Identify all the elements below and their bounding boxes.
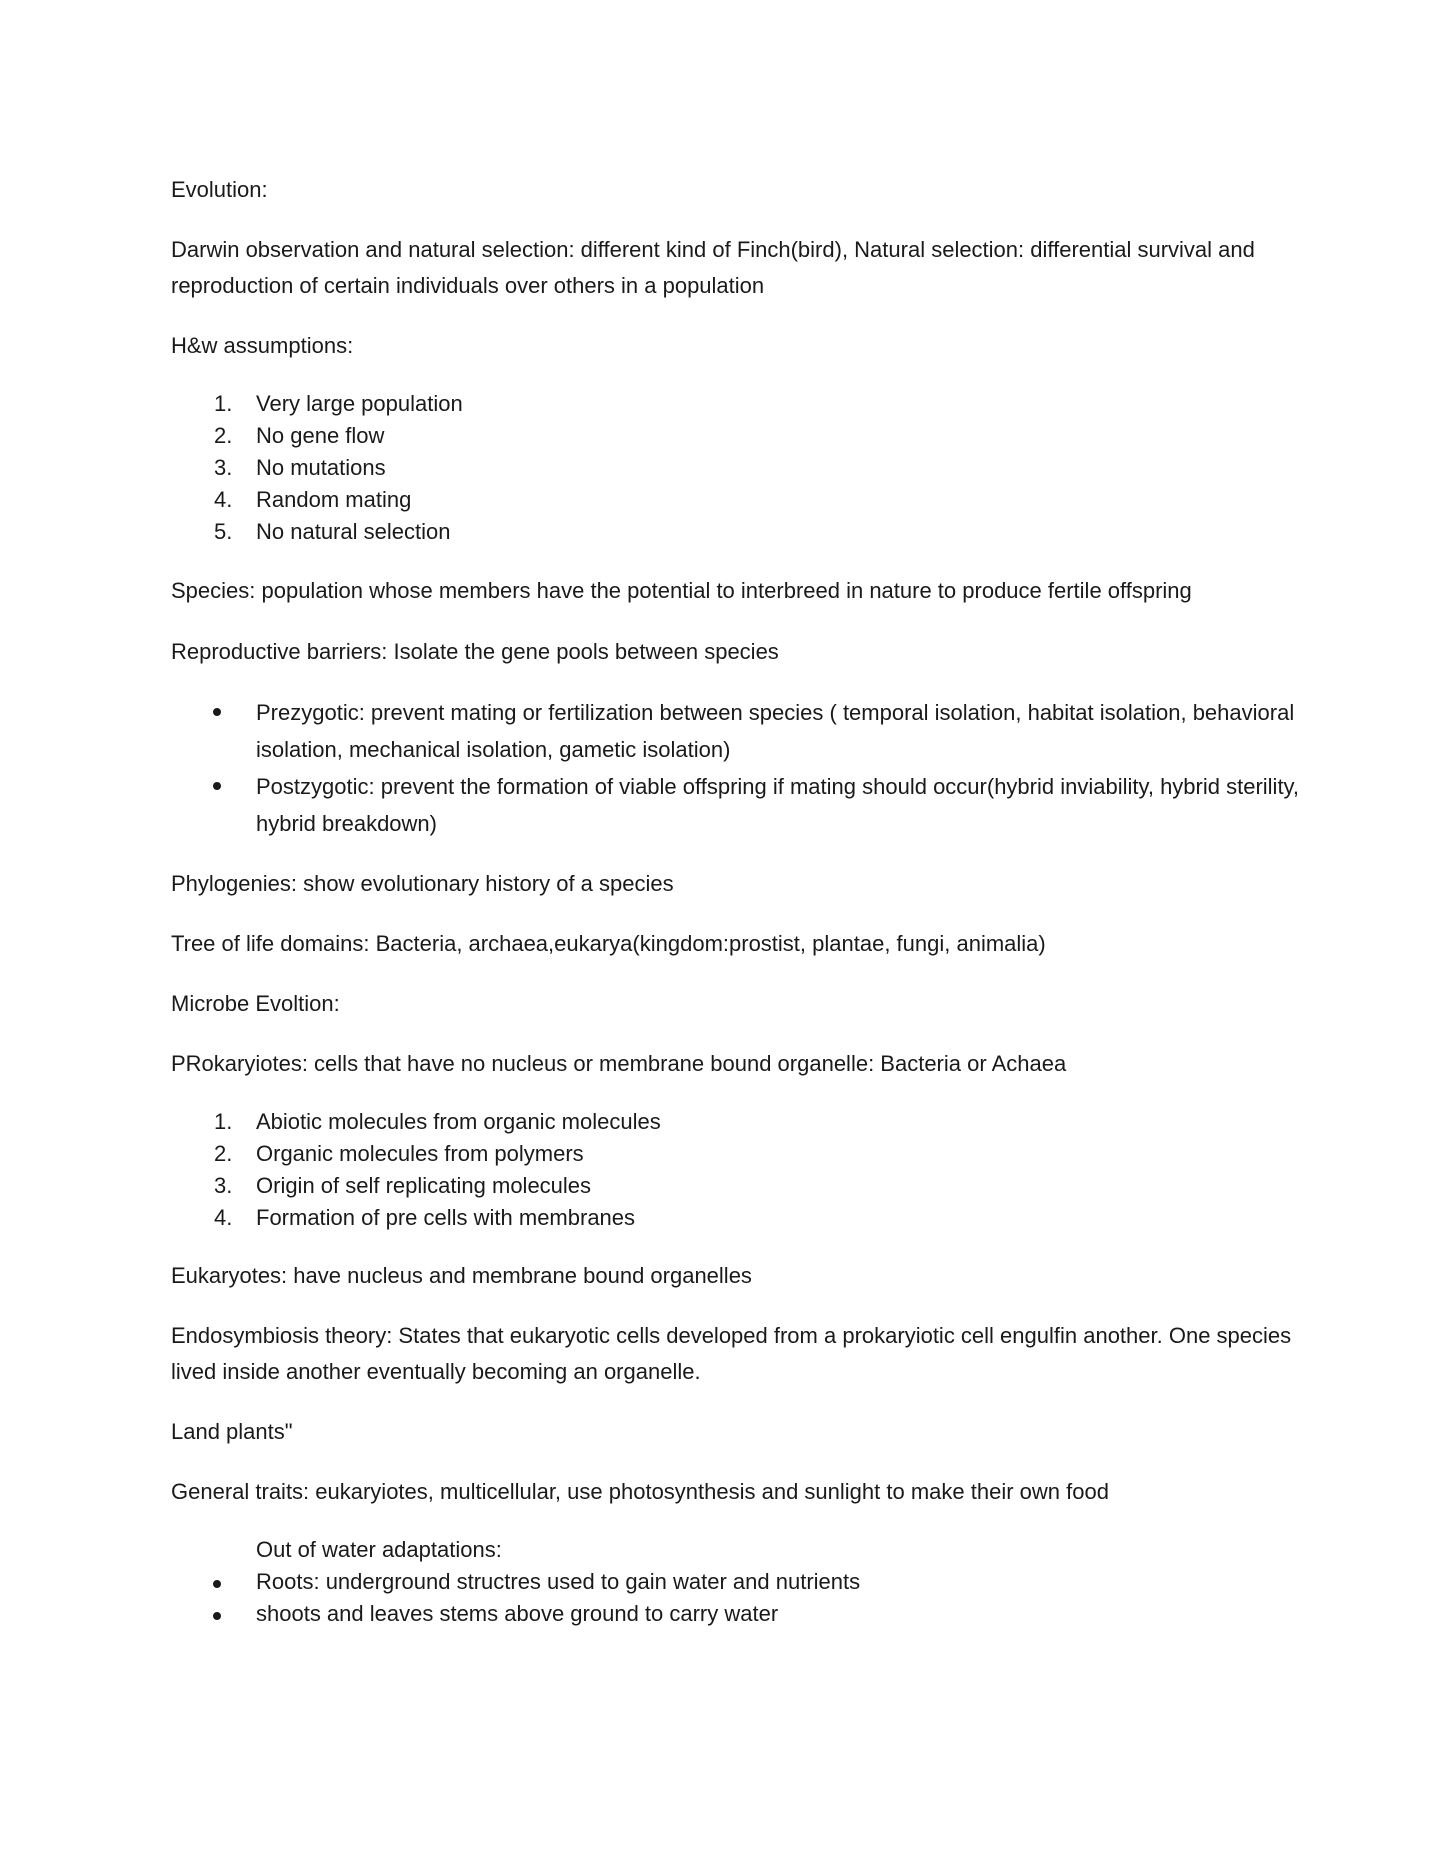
list-item-text: Abiotic molecules from organic molecules <box>256 1109 661 1134</box>
heading-microbe-evolution: Microbe Evoltion: <box>171 991 340 1016</box>
list-number: 4. <box>214 487 233 512</box>
list-number: 2. <box>214 423 233 448</box>
list-item-text: Prezygotic: prevent mating or fertilization between species ( temporal isolation, habitat isolation, behavioral isolation, mechanical isolation, gametic isolation) <box>256 700 1295 762</box>
paragraph-eukaryotes: Eukaryotes: have nucleus and membrane bound organelles <box>171 1263 752 1288</box>
paragraph-tree-of-life: Tree of life domains: Bacteria, archaea,eukarya(kingdom:prostist, plantae, fungi, animalia) <box>171 931 1046 956</box>
list-number: 4. <box>214 1205 233 1230</box>
list-item <box>171 1106 1301 1138</box>
document-page <box>171 172 1301 1654</box>
list-number: 2. <box>214 1141 233 1166</box>
list-item-text: shoots and leaves stems above ground to carry water <box>256 1601 779 1626</box>
list-item <box>171 388 1301 420</box>
list-item <box>171 1566 1301 1598</box>
list-item <box>171 420 1301 452</box>
list-number: 1. <box>214 1109 233 1134</box>
heading-land-plants: Land plants" <box>171 1419 293 1444</box>
list-item-text: Postzygotic: prevent the formation of viable offspring if mating should occur(hybrid inviability, hybrid sterility, hybrid breakdown) <box>256 774 1300 836</box>
list-item-text: Roots: underground structres used to gain water and nutrients <box>256 1569 861 1594</box>
paragraph-reproductive-barriers: Reproductive barriers: Isolate the gene pools between species <box>171 639 779 664</box>
list-item <box>171 768 1301 842</box>
list-number: 3. <box>214 455 233 480</box>
list-item-text: No natural selection <box>256 519 451 544</box>
list-item <box>171 1598 1301 1630</box>
paragraph-phylogenies: Phylogenies: show evolutionary history of a species <box>171 871 674 896</box>
list-item <box>171 1138 1301 1170</box>
list-item-text: No mutations <box>256 455 386 480</box>
list-item-text: Origin of self replicating molecules <box>256 1173 592 1198</box>
list-item-text: Formation of pre cells with membranes <box>256 1205 636 1230</box>
bullet-icon <box>213 782 221 790</box>
adaptation-list <box>171 1566 1301 1630</box>
paragraph-endosymbiosis: Endosymbiosis theory: States that eukaryotic cells developed from a prokaryiotic cell engulfin another. One species lived inside another eventually becoming an organelle. <box>171 1323 1292 1384</box>
list-item-text: No gene flow <box>256 423 385 448</box>
heading-hw-assumptions: H&w assumptions: <box>171 333 354 358</box>
list-item <box>171 1170 1301 1202</box>
paragraph-species: Species: population whose members have the potential to interbreed in nature to produce fertile offspring <box>171 578 1192 603</box>
bullet-icon <box>213 1580 221 1588</box>
list-item-text: Organic molecules from polymers <box>256 1141 584 1166</box>
barrier-list <box>171 694 1301 842</box>
list-item-text: Random mating <box>256 487 412 512</box>
list-number: 1. <box>214 391 233 416</box>
paragraph-darwin: Darwin observation and natural selection: different kind of Finch(bird), Natural selection: differential survival and reproduction of certain individuals over others in a population <box>171 237 1255 298</box>
bullet-icon <box>213 1612 221 1620</box>
list-item <box>171 516 1301 548</box>
list-item-text: Very large population <box>256 391 463 416</box>
heading-out-of-water-adaptations: Out of water adaptations: <box>256 1537 502 1562</box>
list-item <box>171 1202 1301 1234</box>
list-number: 5. <box>214 519 233 544</box>
list-item <box>171 452 1301 484</box>
paragraph-prokaryiotes: PRokaryiotes: cells that have no nucleus or membrane bound organelle: Bacteria or Achaea <box>171 1051 1067 1076</box>
bullet-icon <box>213 708 221 716</box>
hw-assumptions-list <box>171 388 1301 548</box>
list-number: 3. <box>214 1173 233 1198</box>
origin-steps-list <box>171 1106 1301 1234</box>
list-item <box>171 694 1301 768</box>
paragraph-general-traits: General traits: eukaryiotes, multicellular, use photosynthesis and sunlight to make their own food <box>171 1479 1109 1504</box>
list-item <box>171 484 1301 516</box>
heading-evolution: Evolution: <box>171 177 268 202</box>
